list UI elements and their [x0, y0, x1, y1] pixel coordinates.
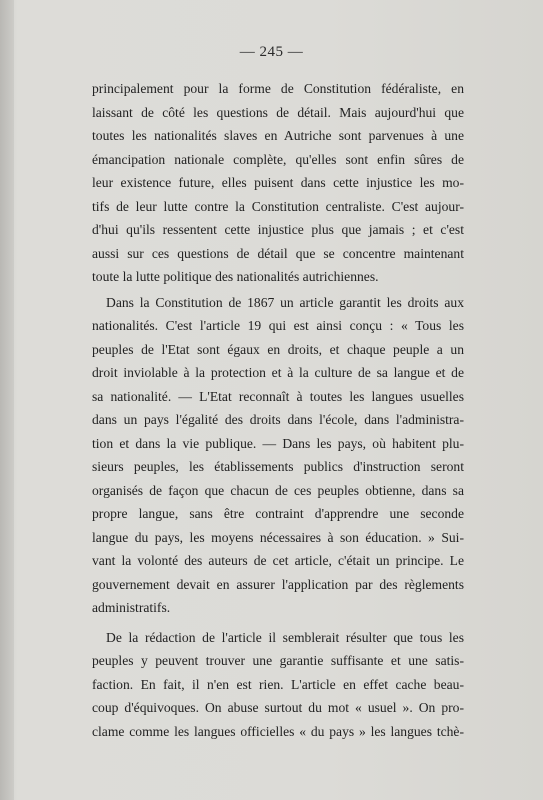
text-line: laissant de côté les questions de détail. Mais aujourd'hui que [92, 104, 464, 120]
text-line: vant la volonté des auteurs de cet article, c'était un principe. Le [92, 553, 464, 568]
text-line: dans un pays l'égalité des droits dans l'école, dans l'administra- [92, 412, 464, 427]
text-line: peuples de l'Etat sont égaux en droits, et chaque peuple a un [92, 341, 464, 357]
text-line: De la rédaction de l'article il semblerait résulter que tous les [106, 629, 464, 645]
text-line: peuples y peuvent trouver une garantie suffisante et une satis- [92, 653, 464, 668]
text-line: nationalités. C'est l'article 19 qui est ainsi conçu : « Tous les [92, 318, 464, 333]
page-number: — 245 — [239, 44, 304, 60]
binding-gutter [0, 0, 14, 800]
text-line: langue du pays, les moyens nécessaires à son éducation. » Sui- [92, 529, 464, 545]
text-line: Dans la Constitution de 1867 un article garantit les droits aux [106, 294, 464, 310]
paragraph-2 [92, 291, 464, 620]
text-line: d'hui qu'ils ressentent cette injustice plus que jamais ; et c'est [92, 222, 464, 237]
text-line: faction. En fait, il n'en est rien. L'article en effet cache beau- [92, 676, 464, 692]
text-line: coup d'équivoques. On abuse surtout du mot « usuel ». On pro- [92, 700, 464, 715]
text-line: administratifs. [92, 600, 171, 615]
text-line: principalement pour la forme de Constitution fédéraliste, en [92, 81, 464, 96]
body-text [92, 77, 464, 743]
text-line: tifs de leur lutte contre la Constitution centraliste. C'est aujour- [92, 198, 464, 214]
text-line: clame comme les langues officielles « du pays » les langues tchè- [92, 723, 464, 739]
paragraph-3 [92, 626, 464, 744]
text-line: aussi sur ces questions de détail que se concentre maintenant [92, 245, 464, 261]
paragraph-1 [92, 77, 464, 289]
text-line: sa nationalité. — L'Etat reconnaît à toutes les langues usuelles [92, 388, 464, 404]
text-line: droit inviolable à la protection et à la culture de sa langue et de [92, 365, 464, 380]
text-line: organisés de façon que chacun de ces peuples obtienne, dans sa [92, 482, 464, 498]
text-line: propre langue, sans être contraint d'apprendre une seconde [92, 506, 464, 521]
text-line: leur existence future, elles puisent dans cette injustice les mo- [92, 175, 464, 190]
text-line: toutes les nationalités slaves en Autriche sont parvenues à une [92, 128, 464, 143]
text-line: émancipation nationale complète, qu'elles sont enfin sûres de [92, 151, 464, 167]
text-line: tion et dans la vie publique. — Dans les pays, où habitent plu- [92, 435, 464, 451]
text-line: sieurs peuples, les établissements publics d'instruction seront [92, 459, 464, 474]
text-line: gouvernement devait en assurer l'application par des règlements [92, 576, 464, 592]
text-line: toute la lutte politique des nationalités autrichiennes. [92, 269, 379, 284]
